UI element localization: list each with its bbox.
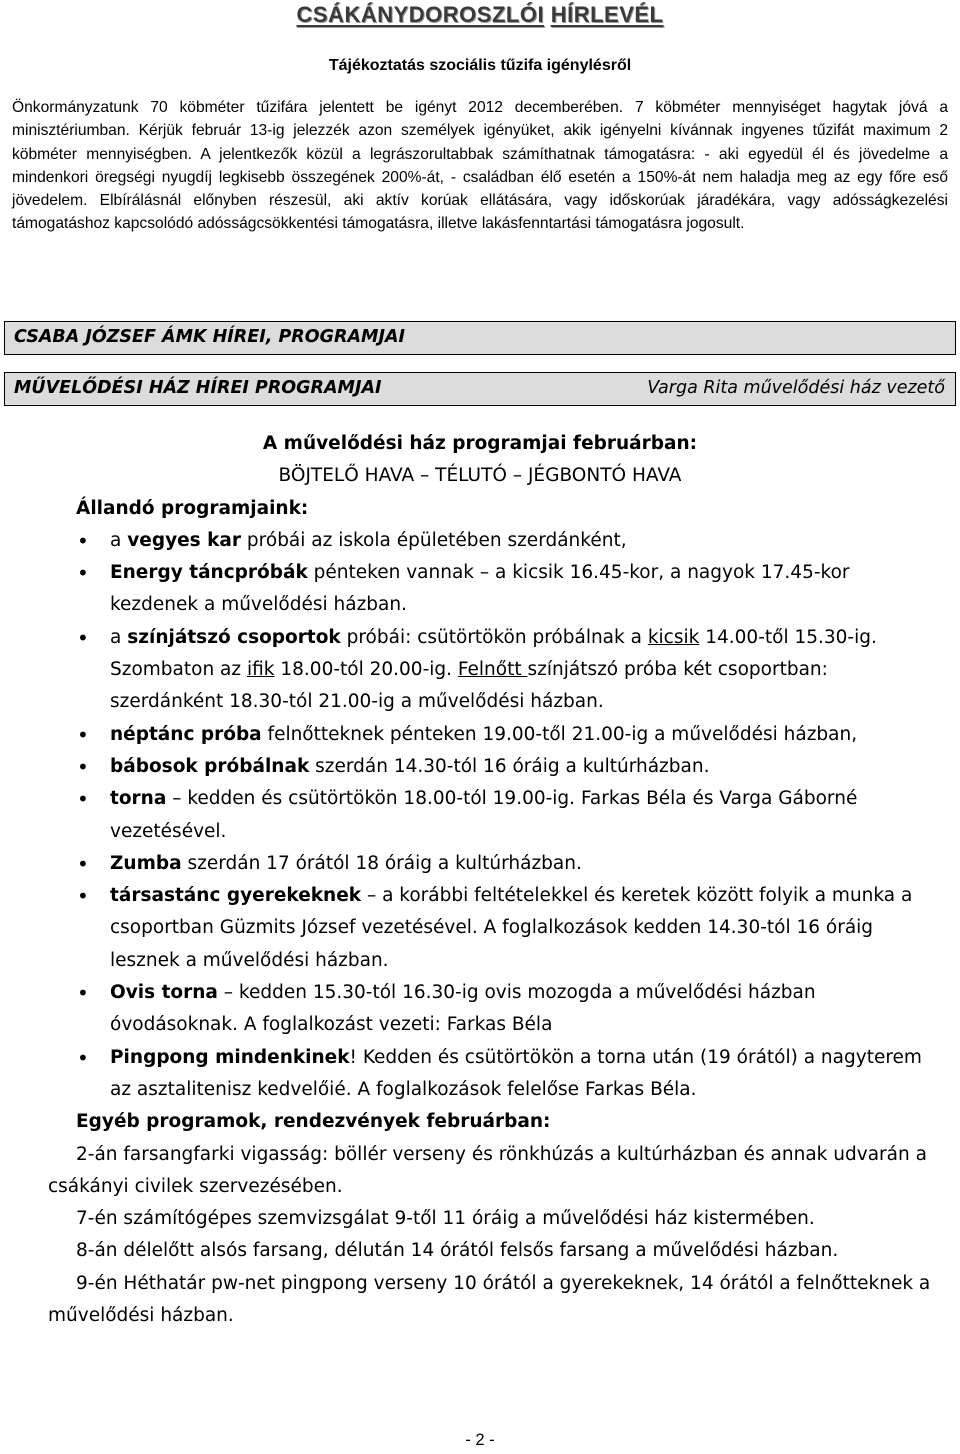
section-title: CSABA JÓZSEF ÁMK HÍREI, PROGRAMJAI	[14, 327, 406, 347]
list-item: • Pingpong mindenkinek! Kedden és csütörtökön a torna után (19 órától) a nagyterem az asztalitenisz kedvelőié. A foglalkozások felelőse Farkas Béla.	[0, 1042, 960, 1107]
bullet-icon: •	[77, 754, 89, 779]
program-section	[0, 428, 960, 1332]
other-programs-heading: Egyéb programok, rendezvények februárban:	[76, 1111, 551, 1133]
bullet-icon: •	[77, 561, 89, 586]
bullet-icon: •	[77, 528, 89, 553]
event-item: 7-én számítógépes szemvizsgálat 9-től 11 óráig a művelődési ház kistermében.	[76, 1208, 815, 1230]
list-item: • a színjátszó csoportok próbái: csütörtökön próbálnak a kicsik 14.00-től 15.30-ig. Szombaton az ifik 18.00-tól 20.00-ig. Felnőtt színjátszó próba két csoportban: szerdánként 18.30-tól 21.00-ig a művelődési házban.	[0, 622, 960, 719]
masthead-word-2: HÍRLEVÉL	[550, 2, 664, 27]
list-item: • torna – kedden és csütörtökön 18.00-tól 19.00-ig. Farkas Béla és Varga Gáborné vezetésével.	[0, 783, 960, 848]
bullet-icon: •	[77, 722, 89, 747]
list-item: • társastánc gyerekeknek – a korábbi feltételekkel és keretek között folyik a munka a csoportban Güzmits József vezetésével. A foglalkozások kedden 14.30-tól 16 óráig lesznek a művelődési házban.	[0, 880, 960, 977]
section-title: MŰVELŐDÉSI HÁZ HÍREI PROGRAMJAI	[14, 378, 382, 398]
event-item: 8-án délelőtt alsós farsang, délután 14 órától felsős farsang a művelődési házban.	[76, 1240, 839, 1262]
permanent-programs-heading: Állandó programjaink:	[76, 497, 309, 519]
event-item: 9-én Héthatár pw-net pingpong verseny 10 órától a gyerekeknek, 14 órától a felnőtteknek a művelődési házban.	[48, 1272, 931, 1327]
bullet-icon: •	[77, 625, 89, 650]
page-number: - 2 -	[465, 1431, 495, 1449]
masthead-word-1: CSÁKÁNYDOROSZLÓI	[296, 2, 545, 27]
bullet-icon: •	[77, 884, 89, 909]
bullet-icon: •	[77, 851, 89, 876]
bullet-icon: •	[77, 787, 89, 812]
bullet-icon: •	[77, 1045, 89, 1070]
list-item: • bábosok próbálnak szerdán 14.30-tól 16 óráig a kultúrházban.	[0, 751, 960, 783]
article-paragraph: Önkormányzatunk 70 köbméter tűzifára jelentett be igényt 2012 decemberében. 7 köbméter mennyiséget hagytak jóvá a minisztériumban. Kérjük február 13-ig jelezzék azon személyek igényüket, akik igényelni kívánnak ingyenes tűzifát maximum 2 köbméter mennyiségben. A jelentkezők közül a legrászorultabbak számíthatnak támogatásra: - aki egyedül él és jövedelme a mindenkori öregségi nyugdíj legkisebb összegének 200%-át, - családban élő esetén a 150%-át nem haladja meg az egy főre eső jövedelem. Elbírálásnál előnyben részesül, aki aktív korúak ellátására, vagy időskorúak járadékára, vagy adósságkezelési támogatáshoz kapcsolódó adósságcsökkentési támogatásra, illetve lakásfenntartási támogatásra jogosult.	[12, 99, 948, 233]
newsletter-masthead	[0, 2, 960, 28]
program-subheading: BÖJTELŐ HAVA – TÉLUTÓ – JÉGBONTÓ HAVA	[278, 465, 682, 487]
article-body	[12, 96, 948, 236]
section-header-amk	[4, 321, 956, 355]
bullet-icon: •	[77, 981, 89, 1006]
program-heading: A művelődési ház programjai februárban:	[262, 433, 698, 454]
article-title: Tájékoztatás szociális tűzifa igénylésről	[328, 57, 632, 74]
section-header-muvelodesi-haz	[4, 372, 956, 406]
permanent-programs-list	[0, 525, 960, 1106]
section-author: Varga Rita művelődési ház vezető	[647, 378, 945, 398]
list-item: • Zumba szerdán 17 órától 18 óráig a kultúrházban.	[0, 848, 960, 880]
list-item: • Ovis torna – kedden 15.30-tól 16.30-ig ovis mozogda a művelődési házban óvodásoknak. A foglalkozást vezeti: Farkas Béla	[0, 977, 960, 1042]
list-item: • Energy táncpróbák pénteken vannak – a kicsik 16.45-kor, a nagyok 17.45-kor kezdenek a művelődési házban.	[0, 557, 960, 622]
list-item: • néptánc próba felnőtteknek pénteken 19.00-től 21.00-ig a művelődési házban,	[0, 719, 960, 751]
list-item: • a vegyes kar próbái az iskola épületében szerdánként,	[0, 525, 960, 557]
event-item: 2-án farsangfarki vigasság: böllér verseny és rönkhúzás a kultúrházban és annak udvarán a csákányi civilek szervezésében.	[48, 1143, 927, 1197]
